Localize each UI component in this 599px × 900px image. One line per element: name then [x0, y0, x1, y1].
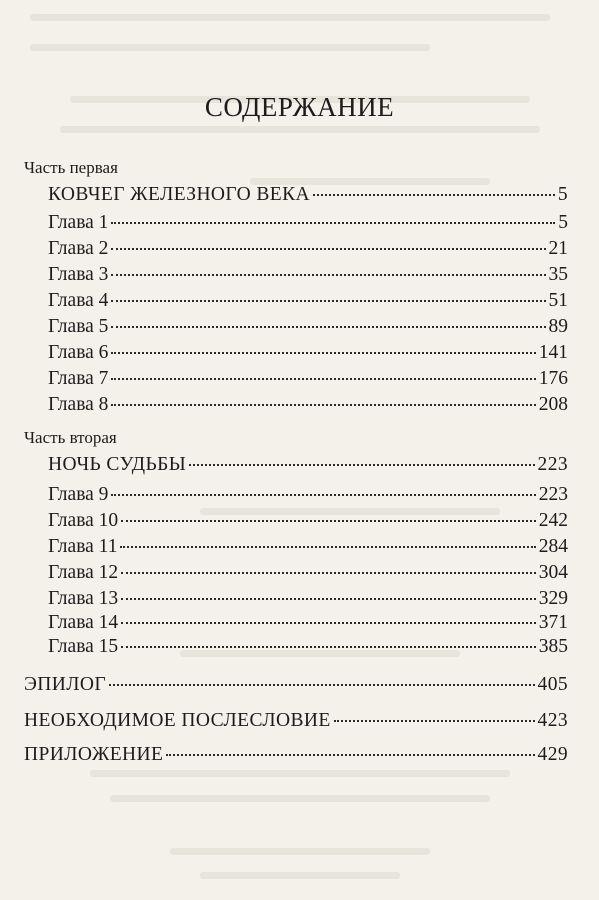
dot-leader	[111, 377, 535, 380]
entry-page: 208	[538, 394, 568, 415]
dot-leader	[111, 351, 535, 354]
entry-label: КОВЧЕГ ЖЕЛЕЗНОГО ВЕКА	[48, 184, 310, 205]
entry-label: Глава 2	[48, 238, 109, 259]
dot-leader	[111, 493, 535, 496]
toc-entry-chapter	[48, 482, 568, 508]
toc-entry-chapter	[48, 340, 568, 366]
entry-page: 329	[538, 588, 568, 609]
entry-label: Глава 5	[48, 316, 109, 337]
entry-page: 423	[537, 710, 568, 731]
entry-label: Глава 8	[48, 394, 109, 415]
entry-label: Глава 10	[48, 510, 119, 531]
toc-entry-chapter	[48, 508, 568, 534]
entry-page: 223	[537, 454, 568, 475]
toc-entry-chapter	[48, 210, 568, 236]
toc-entry-chapter	[48, 236, 568, 262]
entry-page: 89	[548, 316, 568, 337]
entry-page: 304	[538, 562, 568, 583]
toc-entry-afterword	[24, 708, 568, 734]
part-label: Часть вторая	[24, 428, 117, 447]
dot-leader	[120, 545, 535, 548]
dot-leader	[111, 273, 545, 276]
dot-leader	[166, 753, 534, 756]
entry-label: ЭПИЛОГ	[24, 674, 107, 695]
entry-label: Глава 14	[48, 612, 119, 633]
entry-page: 242	[538, 510, 568, 531]
dot-leader	[111, 403, 535, 406]
toc-entry-chapter	[48, 262, 568, 288]
entry-label: НОЧЬ СУДЬБЫ	[48, 454, 187, 475]
toc-entry-appendix	[24, 742, 568, 768]
toc-entry-chapter	[48, 534, 568, 560]
entry-page: 21	[548, 238, 568, 259]
entry-label: Глава 4	[48, 290, 109, 311]
dot-leader	[111, 299, 545, 302]
dot-leader	[313, 193, 555, 196]
entry-label: Глава 12	[48, 562, 119, 583]
dot-leader	[111, 325, 545, 328]
toc-entry-chapter	[48, 560, 568, 586]
dot-leader	[121, 621, 536, 624]
dot-leader	[189, 463, 534, 466]
entry-label: Глава 1	[48, 212, 109, 233]
toc-entry-chapter	[48, 586, 568, 612]
entry-label: Глава 3	[48, 264, 109, 285]
entry-page: 371	[538, 612, 568, 633]
entry-page: 5	[557, 184, 568, 205]
entry-page: 176	[538, 368, 568, 389]
entry-label: Глава 7	[48, 368, 109, 389]
page-title: СОДЕРЖАНИЕ	[204, 92, 395, 122]
entry-label: Глава 13	[48, 588, 119, 609]
toc-entry-epilogue	[24, 672, 568, 698]
entry-page: 405	[537, 674, 568, 695]
toc-entry-part-heading	[48, 452, 568, 478]
entry-page: 284	[538, 536, 568, 557]
toc-entry-chapter	[48, 392, 568, 418]
entry-page: 5	[558, 212, 568, 233]
entry-label: Глава 9	[48, 484, 109, 505]
entry-label: Глава 6	[48, 342, 109, 363]
dot-leader	[111, 221, 555, 224]
entry-page: 141	[538, 342, 568, 363]
toc-entry-chapter	[48, 610, 568, 636]
toc-entry-chapter	[48, 366, 568, 392]
dot-leader	[334, 719, 535, 722]
toc-entry-chapter	[48, 288, 568, 314]
part-label: Часть первая	[24, 158, 118, 177]
entry-label: Глава 15	[48, 636, 119, 657]
entry-page: 429	[537, 744, 568, 765]
entry-label: Глава 11	[48, 536, 118, 557]
entry-label: ПРИЛОЖЕНИЕ	[24, 744, 164, 765]
dot-leader	[109, 683, 535, 686]
toc-entry-chapter	[48, 314, 568, 340]
entry-page: 51	[548, 290, 568, 311]
toc-entry-part-heading	[48, 182, 568, 208]
dot-leader	[121, 571, 536, 574]
entry-page: 35	[548, 264, 568, 285]
dot-leader	[121, 597, 536, 600]
entry-page: 385	[538, 636, 568, 657]
dot-leader	[121, 519, 536, 522]
dot-leader	[111, 247, 545, 250]
toc-entry-chapter	[48, 634, 568, 660]
dot-leader	[121, 645, 536, 648]
entry-page: 223	[538, 484, 568, 505]
entry-label: НЕОБХОДИМОЕ ПОСЛЕСЛОВИЕ	[24, 710, 331, 731]
